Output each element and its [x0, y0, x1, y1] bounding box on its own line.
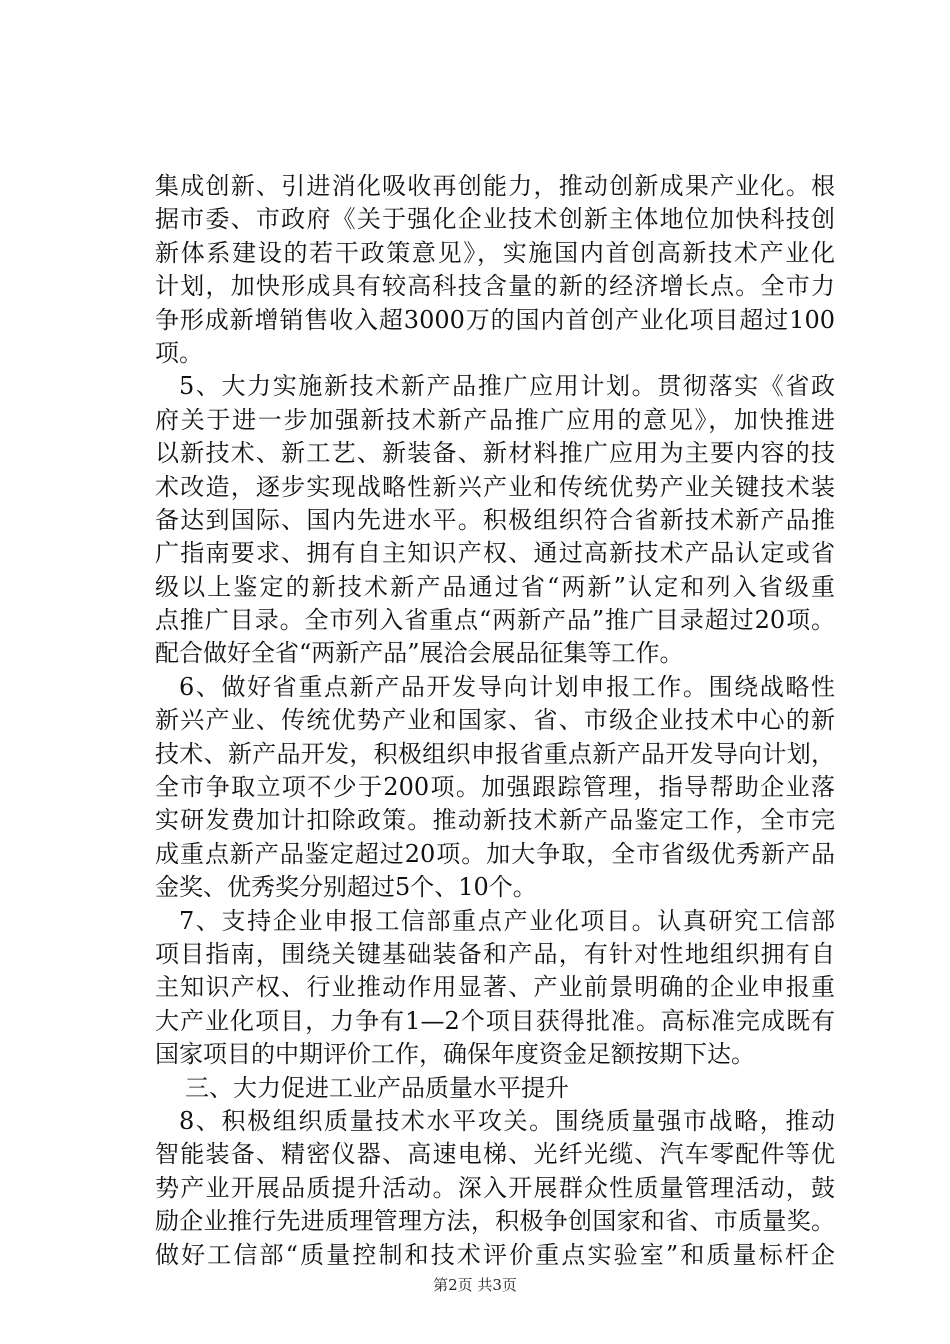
text-line: 府关于进一步加强新技术新产品推广应用的意见》，加快推进: [155, 405, 835, 434]
text-line: 点推广目录。全市列入省重点“两新产品”推广目录超过20项。: [155, 606, 835, 635]
text-line: 成重点新产品鉴定超过20项。加大争取，全市省级优秀新产品: [155, 839, 835, 868]
paragraph-5-start: 5、大力实施新技术新产品推广应用计划。贯彻落实《省政: [179, 372, 835, 401]
text-line: 新体系建设的若干政策意见》，实施国内首创高新技术产业化: [155, 238, 835, 267]
paragraph-8-start: 8、积极组织质量技术水平攻关。围绕质量强市战略，推动: [179, 1106, 835, 1135]
text-line: 大产业化项目，力争有1—2个项目获得批准。高标准完成既有: [155, 1006, 835, 1035]
document-body: [155, 170, 835, 1272]
text-line: 技术、新产品开发，积极组织申报省重点新产品开发导向计划，: [155, 739, 835, 768]
text-line: 备达到国际、国内先进水平。积极组织符合省新技术新产品推: [155, 505, 835, 534]
text-line: 集成创新、引进消化吸收再创能力，推动创新成果产业化。根: [155, 172, 835, 200]
text-line: 主知识产权、行业推动作用显著、产业前景明确的企业申报重: [155, 973, 835, 1002]
text-line: 据市委、市政府《关于强化企业技术创新主体地位加快科技创: [155, 205, 835, 234]
section-heading: 三、大力促进工业产品质量水平提升: [185, 1073, 569, 1102]
text-line: 项。: [155, 338, 203, 367]
paragraph-6-start: 6、做好省重点新产品开发导向计划申报工作。围绕战略性: [179, 672, 835, 701]
text-line: 项目指南，围绕关键基础装备和产品，有针对性地组织拥有自: [155, 939, 835, 968]
text-line: 实研发费加计扣除政策。推动新技术新产品鉴定工作，全市完: [155, 806, 835, 835]
text-line: 励企业推行先进质理管理方法，积极争创国家和省、市质量奖。: [155, 1207, 835, 1236]
text-line: 金奖、优秀奖分别超过5个、10个。: [155, 873, 537, 902]
text-line: 势产业开展品质提升活动。深入开展群众性质量管理活动，鼓: [155, 1173, 835, 1202]
paragraph-7-start: 7、支持企业申报工信部重点产业化项目。认真研究工信部: [179, 906, 835, 935]
text-line: 计划，加快形成具有较高科技含量的新的经济增长点。全市力: [155, 272, 835, 301]
text-line: 国家项目的中期评价工作，确保年度资金足额按期下达。: [155, 1040, 755, 1069]
page-number-footer: 第2页 共3页: [433, 1276, 517, 1294]
text-line: 术改造，逐步实现战略性新兴产业和传统优势产业关键技术装: [155, 472, 835, 501]
text-line: 配合做好全省“两新产品”展洽会展品征集等工作。: [155, 639, 684, 668]
text-line: 以新技术、新工艺、新装备、新材料推广应用为主要内容的技: [155, 439, 835, 468]
text-line: 做好工信部“质量控制和技术评价重点实验室”和质量标杆企: [155, 1240, 835, 1269]
text-line: 争形成新增销售收入超3000万的国内首创产业化项目超过100: [155, 305, 835, 334]
text-line: 智能装备、精密仪器、高速电梯、光纤光缆、汽车零配件等优: [155, 1140, 835, 1169]
text-line: 全市争取立项不少于200项。加强跟踪管理，指导帮助企业落: [155, 773, 835, 802]
text-line: 级以上鉴定的新技术新产品通过省“两新”认定和列入省级重: [155, 572, 835, 601]
text-line: 广指南要求、拥有自主知识产权、通过高新技术产品认定或省: [155, 539, 835, 568]
text-line: 新兴产业、传统优势产业和国家、省、市级企业技术中心的新: [155, 706, 835, 735]
